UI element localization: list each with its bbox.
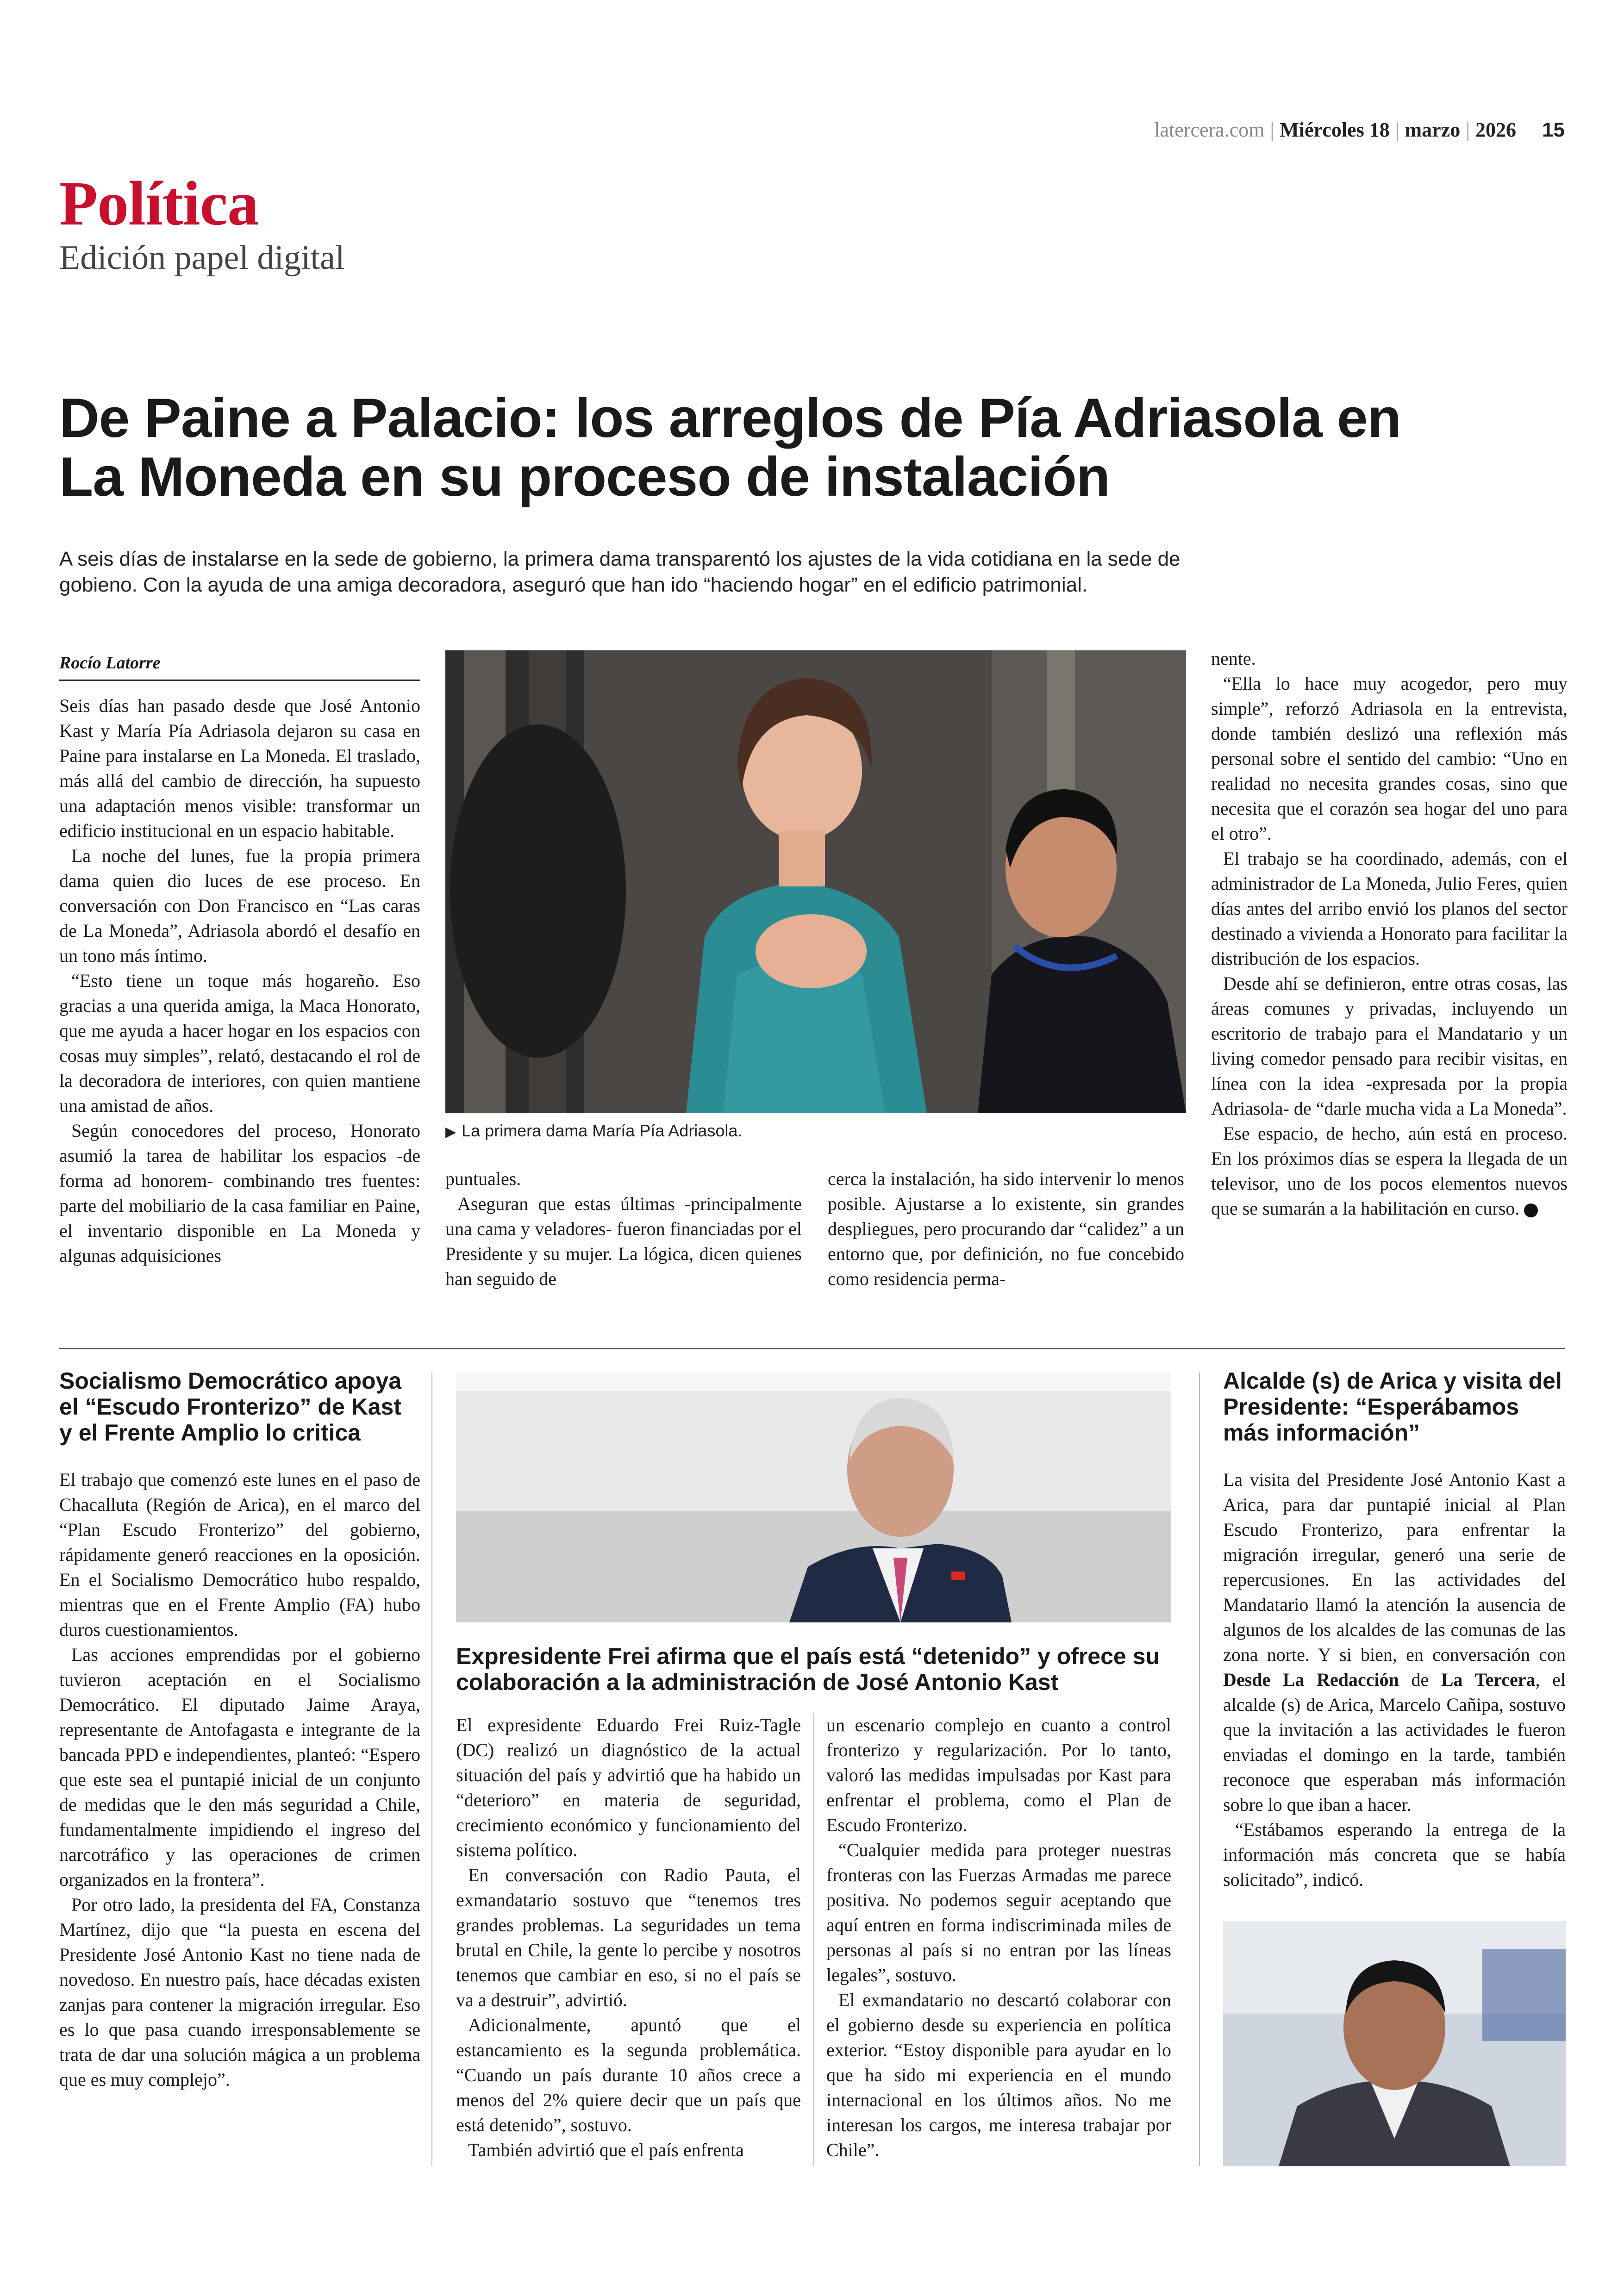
right-story-headline: Alcalde (s) de Arica y visita del Presidente: “Esperábamos más información” — [1223, 1368, 1562, 1446]
article-column-1 — [59, 693, 420, 1268]
left-story-body — [59, 1467, 420, 2092]
end-mark — [1524, 1204, 1538, 1217]
center-story-column-a — [456, 1713, 801, 2163]
first-lady-photo — [445, 650, 1186, 1113]
paragraph: nente. — [1211, 648, 1256, 669]
article-column-3 — [828, 1166, 1184, 1291]
paragraph: Aseguran que estas últimas -principalmente una cama y veladores- fueron financiadas por el Presidente y su mujer. La lógica, dicen quienes han seguido de — [445, 1193, 802, 1289]
paragraph: Por otro lado, la presidenta del FA, Constanza Martínez, dijo que “la puesta en escena del Presidente José Antonio Kast no tiene nada de novedoso. En nuestro país, hace décadas existen zanjas para contener la migración irregular. Eso es lo que pasa cuando irresponsablemente se trata de dar una solución mágica a un problema que es muy complejo”. — [59, 1894, 420, 2090]
paragraph: un escenario complejo en cuanto a control fronterizo y regularización. Por lo tanto, valoró las medidas impulsadas por Kast para enfrentar el problema, como el Plan de Escudo Fronterizo. — [826, 1715, 1171, 1835]
first-lady-illustration — [445, 650, 1186, 1113]
paragraph: Adicionalmente, apuntó que el estancamiento es la segunda problemática. “Cuando un país durante 10 años crece a menos del 2% quiere decir que un país que está detenido”, sostuvo. — [456, 2014, 801, 2135]
frei-illustration — [456, 1372, 1171, 1622]
paragraph: Las acciones emprendidas por el gobierno tuvieron aceptación en el Socialismo Democrático. El diputado Jaime Araya, representante de Antofagasta e integrante de la bancada PPD e independientes, planteó: “Espero que este sea el puntapié inicial de un conjunto de medidas que le den más seguridad a Chile, fundamentalmente impidiendo el ingreso del narcotráfico y las operaciones de crimen organizados en la frontera”. — [59, 1644, 420, 1890]
weekday-day: Miércoles 18 — [1280, 118, 1390, 141]
paragraph: “Estábamos esperando la entrega de la información más concreta que se había solicitado”, indicó. — [1223, 1819, 1566, 1890]
caption-triangle-icon: ▶ — [445, 1124, 456, 1140]
paragraph: cerca la instalación, ha sido intervenir lo menos posible. Ajustarse a lo existente, sin grandes despliegues, pero procurando dar “calidez” a un entorno que, por definición, no fue concebido como residencia perma- — [828, 1168, 1184, 1289]
paragraph: “Ella lo hace muy acogedor, pero muy simple”, reforzó Adriasola en la entrevista, donde también deslizó una reflexión más personal sobre el sentido del cambio: “Uno en realidad no necesita grandes cosas, sino que necesita que el corazón sea hogar del uno para el otro”. — [1211, 673, 1568, 844]
article-headline: De Paine a Palacio: los arreglos de Pía Adriasola en La Moneda en su proceso de instalación — [59, 387, 1401, 508]
site-url[interactable]: latercera.com — [1154, 118, 1265, 141]
paragraph: El expresidente Eduardo Frei Ruiz-Tagle (DC) realizó un diagnóstico de la actual situación del país y advirtió que ha habido un “deterioro” en materia de seguridad, crecimiento económico y funcionamiento del sistema político. — [456, 1715, 801, 1860]
last-paragraph-text: Ese espacio, de hecho, aún está en proceso. En los próximos días se espera la llegada de un televisor, uno de los pocos elementos nuevos que se sumarán a la habilitación en curso. — [1211, 1123, 1568, 1219]
article-column-4 — [1211, 646, 1568, 1221]
column-rule-left — [431, 1372, 432, 2166]
paragraph: puntuales. — [445, 1168, 521, 1189]
column-rule-center — [813, 1713, 814, 2166]
program-name: Desde La Redacción — [1223, 1669, 1399, 1690]
section-title: Política — [59, 169, 259, 238]
paragraph: El trabajo que comenzó este lunes en el paso de Chacalluta (Región de Arica), en el marco del “Plan Escudo Fronterizo” del gobierno, rápidamente generó reacciones en la oposición. En el Socialismo Democrático hubo respaldo, mientras que en el Frente Amplio (FA) hubo duros cuestionamientos. — [59, 1469, 420, 1640]
paragraph: Según conocedores del proceso, Honorato asumió la tarea de habilitar los espacios -de forma ad honorem- combinando tres fuentes: parte del mobiliario de la casa familiar en Paine, el inventario disponible en La Moneda y algunas adquisiciones — [59, 1120, 420, 1266]
right-story-body — [1223, 1467, 1566, 1892]
paragraph — [1211, 1121, 1568, 1221]
mayor-illustration — [1223, 1921, 1566, 2166]
frei-photo — [456, 1372, 1171, 1622]
center-story-column-b — [826, 1713, 1171, 2163]
left-story-headline: Socialismo Democrático apoya el “Escudo Fronterizo” de Kast y el Frente Amplio lo critica — [59, 1368, 402, 1446]
paragraph: En conversación con Radio Pauta, el exmandatario sostuvo que “tenemos tres grandes problemas. La seguridades un tema brutal en Chile, la gente lo percibe y nosotros tenemos que cambiar en eso, si no el país se va a destruir”, advirtió. — [456, 1865, 801, 2010]
paragraph: “Esto tiene un toque más hogareño. Eso gracias a una querida amiga, la Maca Honorato, que me ayuda a hacer hogar en los espacios con cosas muy simples”, relató, destacando el rol de la decoradora de interiores, con quien mantiene una amistad de años. — [59, 970, 420, 1116]
byline: Rocío Latorre — [59, 653, 420, 681]
month: marzo — [1405, 118, 1461, 141]
article-column-2 — [445, 1166, 802, 1291]
column-rule-right — [1199, 1372, 1200, 2166]
paragraph: El exmandatario no descartó colaborar con el gobierno desde su experiencia en política exterior. “Estoy disponible para ayudar en lo que ha sido mi experiencia en el mundo internacional en los últimos años. No me interesan los cargos, me interesa trabajar por Chile”. — [826, 1989, 1171, 2160]
caption-text: La primera dama María Pía Adriasola. — [462, 1121, 743, 1140]
paragraph: También advirtió que el país enfrenta — [468, 2139, 744, 2160]
center-story-headline: Expresidente Frei afirma que el país está “detenido” y ofrece su colaboración a la administración de José Antonio Kast — [456, 1643, 1160, 1695]
photo-caption — [445, 1121, 1186, 1141]
masthead-dateline: latercera.com | Miércoles 18 | marzo | 2026 15 — [1154, 118, 1565, 141]
paragraph: La noche del lunes, fue la propia primera dama quien dio luces de ese proceso. En conversación con Don Francisco en “Las caras de La Moneda”, Adriasola abordó el desafío en un tono más íntimo. — [59, 845, 420, 966]
edition-label: Edición papel digital — [59, 239, 345, 277]
paragraph: La visita del Presidente José Antonio Kast a Arica, para dar puntapié inicial al Plan Escudo Fronterizo, para enfrentar la migración irregular, generó una serie de repercusiones. En las actividades del Mandatario llamó la atención la ausencia de algunos de los alcaldes de las comunas de las zona norte. Y si bien, en conversación con Desde La Redacción de La Tercera, el alcalde (s) de Arica, Marcelo Cañipa, sostuvo que la invitación a las actividades le fueron enviadas el domingo en la tarde, también reconoce que esperaban más información sobre lo que iban a hacer. — [1223, 1469, 1566, 1815]
article-lede: A seis días de instalarse en la sede de gobierno, la primera dama transparentó los ajustes de la vida cotidiana en la sede de gobieno. Con la ayuda de una amiga decoradora, aseguró que han ido “haciendo hogar” en el edificio patrimonial. — [59, 548, 1181, 597]
year: 2026 — [1475, 118, 1517, 141]
page-number: 15 — [1542, 118, 1565, 141]
paragraph: “Cualquier medida para proteger nuestras fronteras con las Fuerzas Armadas me parece positiva. No podemos seguir aceptando que aquí entren en forma indiscriminada miles de personas al país si no entran por las líneas legales”, sostuvo. — [826, 1840, 1171, 1985]
paragraph: Seis días han pasado desde que José Antonio Kast y María Pía Adriasola dejaron su casa en Paine para instalarse en La Moneda. El traslado, más allá del cambio de dirección, ha supuesto una adaptación menos visible: transformar un edificio institucional en un espacio habitable. — [59, 695, 420, 841]
paragraph: El trabajo se ha coordinado, además, con el administrador de La Moneda, Julio Feres, quien días antes del arribo envió los planos del sector destinado a vivienda a Honorato para facilitar la distribución de los espacios. — [1211, 848, 1568, 969]
section-divider — [59, 1348, 1565, 1349]
paragraph: Desde ahí se definieron, entre otras cosas, las áreas comunes y privadas, incluyendo un escritorio de trabajo para el Mandatario y un living comedor pensado para recibir visitas, en línea con la idea -expresada por la propia Adriasola- de “darle mucha vida a La Moneda”. — [1211, 973, 1568, 1119]
mayor-photo — [1223, 1921, 1566, 2166]
masthead — [59, 118, 1565, 155]
newspaper-name: La Tercera — [1441, 1669, 1536, 1690]
